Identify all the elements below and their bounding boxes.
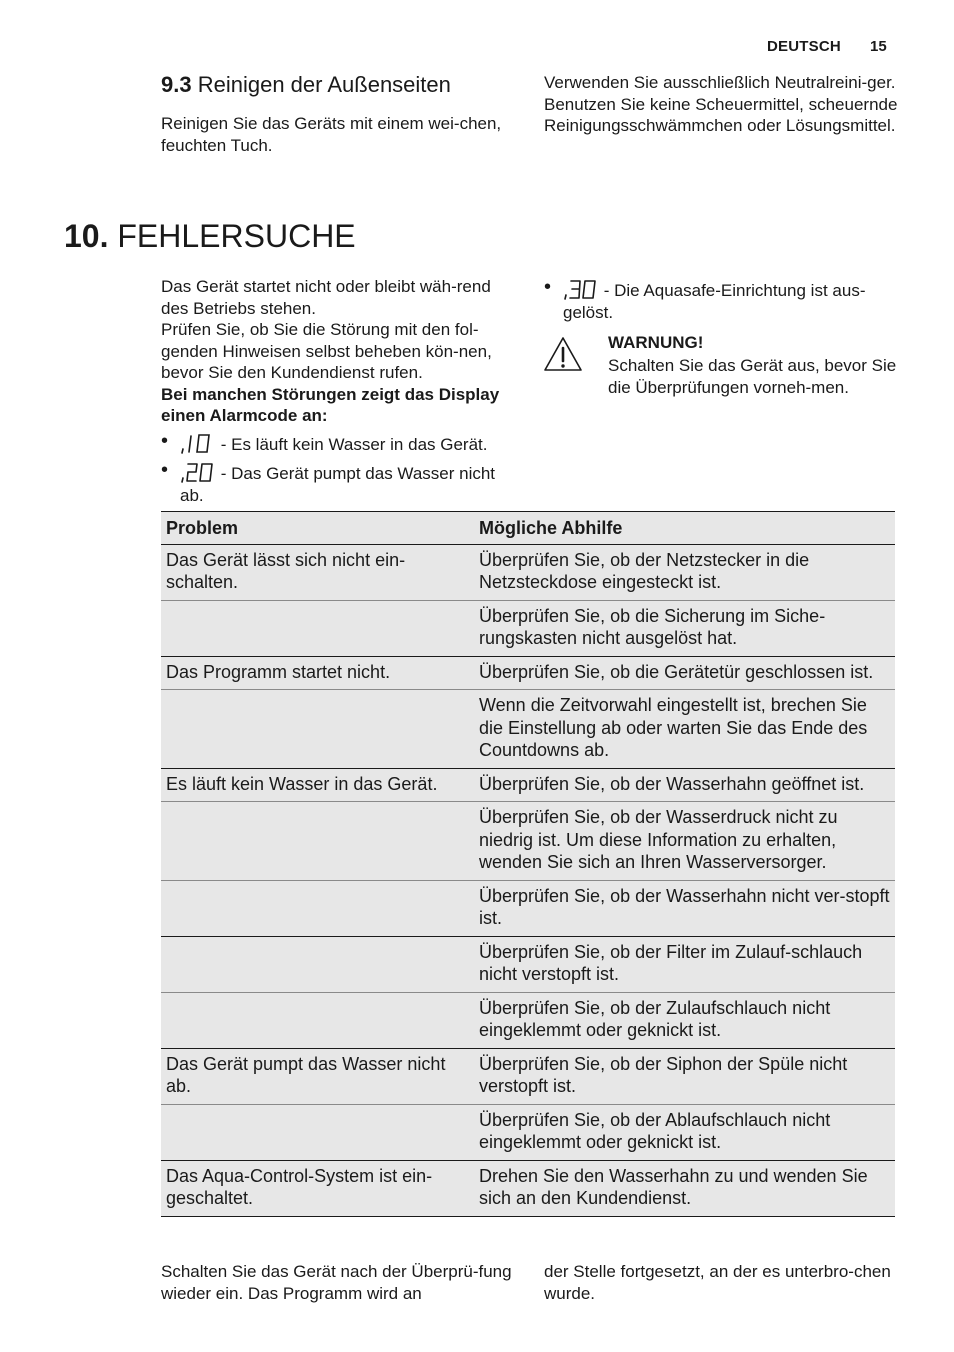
header-language: DEUTSCH <box>767 38 841 55</box>
remedy-cell: Überprüfen Sie, ob der Wasserhahn geöffnet ist. <box>474 768 895 802</box>
alarm-code-description: - Es läuft kein Wasser in das Gerät. <box>220 435 488 454</box>
alarm-code-i20-icon <box>180 461 216 483</box>
problem-cell <box>161 880 474 936</box>
warning-text: Schalten Sie das Gerät aus, bevor Sie die Überprüfungen vorneh-men. <box>608 356 897 397</box>
table-row <box>161 544 895 600</box>
table-row <box>161 1048 895 1104</box>
problem-cell: Es läuft kein Wasser in das Gerät. <box>161 768 474 802</box>
problem-cell: Das Gerät pumpt das Wasser nicht ab. <box>161 1048 474 1104</box>
table-header-row <box>161 512 895 545</box>
problem-cell <box>161 992 474 1048</box>
section-9-3-number: 9.3 <box>161 72 192 97</box>
table-row <box>161 802 895 881</box>
problem-cell: Das Aqua-Control-System ist ein-geschaltet. <box>161 1160 474 1216</box>
problem-cell <box>161 1104 474 1160</box>
after-check-text-left: Schalten Sie das Gerät nach der Überprü-fung wieder ein. Das Programm wird an <box>161 1262 512 1303</box>
alarm-code-i30-icon <box>563 278 599 300</box>
section-10-heading <box>64 218 356 255</box>
remedy-cell: Überprüfen Sie, ob der Filter im Zulauf-schlauch nicht verstopft ist. <box>474 936 895 992</box>
bullet-icon: • <box>161 459 169 481</box>
alarm-code-item <box>544 278 904 322</box>
section-9-3-heading <box>161 72 451 98</box>
alarm-code-item <box>161 432 521 454</box>
remedy-cell: Überprüfen Sie, ob der Zulaufschlauch nicht eingeklemmt oder geknickt ist. <box>474 992 895 1048</box>
problem-cell <box>161 802 474 881</box>
warning-triangle-icon <box>543 336 583 372</box>
remedy-cell: Wenn die Zeitvorwahl eingestellt ist, brechen Sie die Einstellung ab oder warten Sie das Ende des Countdowns ab. <box>474 690 895 769</box>
section-9-3-text-left: Reinigen Sie das Geräts mit einem wei-chen, feuchten Tuch. <box>161 114 502 155</box>
troubleshooting-intro <box>161 276 521 427</box>
intro-paragraph-1: Das Gerät startet nicht oder bleibt wäh-rend des Betriebs stehen. <box>161 277 491 318</box>
after-check-text-right: der Stelle fortgesetzt, an der es unterbro-chen wurde. <box>544 1262 891 1303</box>
table-row <box>161 1104 895 1160</box>
remedy-cell: Überprüfen Sie, ob der Siphon der Spüle nicht verstopft ist. <box>474 1048 895 1104</box>
alarm-code-item <box>161 461 521 505</box>
remedy-cell: Überprüfen Sie, ob der Ablaufschlauch nicht eingeklemmt oder geknickt ist. <box>474 1104 895 1160</box>
bullet-icon: • <box>161 430 169 452</box>
problem-cell <box>161 690 474 769</box>
table-row <box>161 600 895 656</box>
alarm-code-i10-icon <box>180 432 216 454</box>
alarm-code-description: - Die Aquasafe-Einrichtung ist aus-gelöst. <box>563 281 866 322</box>
problem-cell <box>161 936 474 992</box>
section-10-number: 10. <box>64 218 109 254</box>
intro-alarm-note: Bei manchen Störungen zeigt das Display einen Alarmcode an: <box>161 384 500 425</box>
remedy-cell: Überprüfen Sie, ob der Wasserdruck nicht zu niedrig ist. Um diese Information zu erhalten, wenden Sie sich an Ihren Wasserversorger. <box>474 802 895 881</box>
page-number: 15 <box>870 38 887 55</box>
table-row <box>161 690 895 769</box>
column-header-problem: Problem <box>161 512 474 545</box>
section-9-3-title: Reinigen der Außenseiten <box>197 72 451 97</box>
problem-cell: Das Programm startet nicht. <box>161 656 474 690</box>
bullet-icon: • <box>544 276 552 298</box>
table-row <box>161 656 895 690</box>
table-row <box>161 936 895 992</box>
problem-cell <box>161 600 474 656</box>
remedy-cell: Überprüfen Sie, ob der Wasserhahn nicht ver-stopft ist. <box>474 880 895 936</box>
section-10-title: FEHLERSUCHE <box>117 218 356 254</box>
warning-title: WARNUNG! <box>608 333 704 352</box>
troubleshooting-table <box>161 511 895 1217</box>
table-row <box>161 880 895 936</box>
remedy-cell: Überprüfen Sie, ob die Sicherung im Siche-rungskasten nicht ausgelöst hat. <box>474 600 895 656</box>
column-header-remedy: Mögliche Abhilfe <box>474 512 895 545</box>
intro-paragraph-2: Prüfen Sie, ob Sie die Störung mit den fol-genden Hinweisen selbst beheben kön-nen, bevor Sie den Kundendienst rufen. <box>161 320 492 382</box>
alarm-code-description: - Das Gerät pumpt das Wasser nicht ab. <box>180 464 496 505</box>
table-row <box>161 992 895 1048</box>
remedy-cell: Drehen Sie den Wasserhahn zu und wenden Sie sich an den Kundendienst. <box>474 1160 895 1216</box>
section-9-3-text-right: Verwenden Sie ausschließlich Neutralreini-ger. Benutzen Sie keine Scheuermittel, scheuernde Reinigungsschwämmchen oder Lösungsmittel. <box>544 73 898 135</box>
remedy-cell: Überprüfen Sie, ob der Netzstecker in die Netzsteckdose eingesteckt ist. <box>474 544 895 600</box>
remedy-cell: Überprüfen Sie, ob die Gerätetür geschlossen ist. <box>474 656 895 690</box>
table-row <box>161 768 895 802</box>
table-row <box>161 1160 895 1216</box>
problem-cell: Das Gerät lässt sich nicht ein-schalten. <box>161 544 474 600</box>
